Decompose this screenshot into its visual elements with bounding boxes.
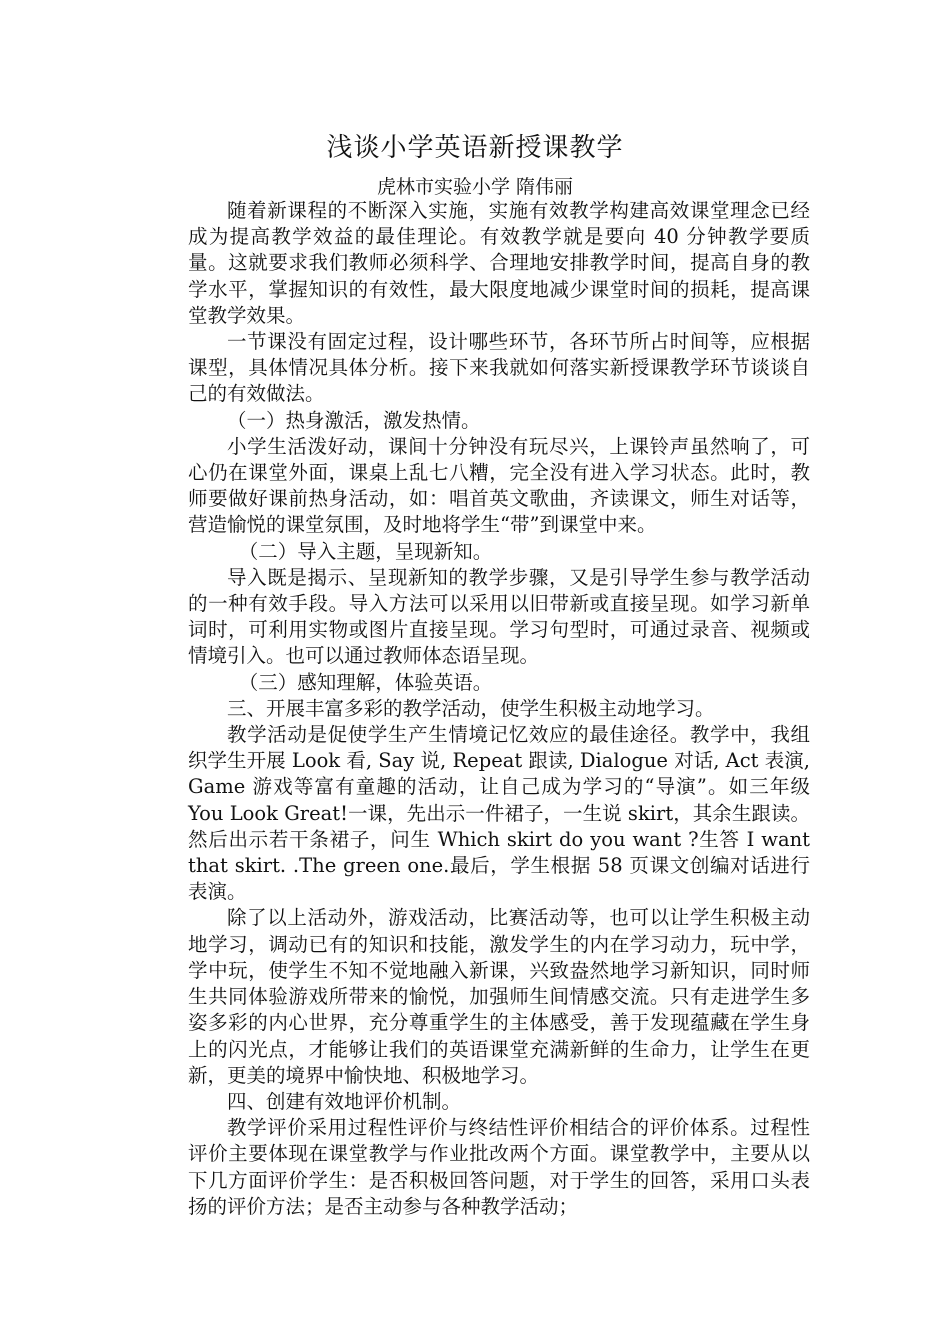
paragraph-evaluation: 教学评价采用过程性评价与终结性评价相结合的评价体系。过程性评价主要体现在课堂教学与作业批改两个方面。课堂教学中，主要从以下几方面评价学生：是否积极回答问题，对于学生的回答，采用口头表扬的评价方法；是否主动参与各种教学活动； xyxy=(188,1116,810,1218)
document-title: 浅谈小学英语新授课教学 xyxy=(326,133,624,163)
section-heading-introduce: （二）导入主题，呈现新知。 xyxy=(238,539,493,563)
paragraph-intro: 随着新课程的不断深入实施，实施有效教学构建高效课堂理念已经成为提高教学效益的最佳理论。有效教学就是要向 40 分钟教学要质量。这就要求我们教师必须科学、合理地安排教学时间，提高自身的教学水平，掌握知识的有效性，最大限度地减少课堂时间的损耗，提高课堂教学效果。 xyxy=(188,199,810,327)
section-heading-perceive: （三）感知理解，体验英语。 xyxy=(238,670,493,694)
section-heading-evaluation: 四、创建有效地评价机制。 xyxy=(227,1089,462,1113)
paragraph-games: 除了以上活动外，游戏活动，比赛活动等，也可以让学生积极主动地学习，调动已有的知识和技能，激发学生的内在学习动力，玩中学，学中玩，使学生不知不觉地融入新课，兴致盎然地学习新知识，同时师生共同体验游戏所带来的愉悦，加强师生间情感交流。只有走进学生多姿多彩的内心世界，充分尊重学生的主体感受，善于发现蕴藏在学生身上的闪光点，才能够让我们的英语课堂充满新鲜的生命力，让学生在更新，更美的境界中愉快地、积极地学习。 xyxy=(188,906,810,1087)
paragraph-introduce: 导入既是揭示、呈现新知的教学步骤，又是引导学生参与教学活动的一种有效手段。导入方法可以采用以旧带新或直接呈现。如学习新单词时，可利用实物或图片直接呈现。学习句型时，可通过录音、视频或情境引入。也可以通过教师体态语呈现。 xyxy=(188,565,810,668)
section-heading-activities: 三、开展丰富多彩的教学活动，使学生积极主动地学习。 xyxy=(227,696,715,720)
document-body xyxy=(188,198,810,1220)
section-heading-warmup: （一）热身激活，激发热情。 xyxy=(227,408,481,432)
author-line: 虎林市实验小学 隋伟丽 xyxy=(376,176,574,198)
paragraph-warmup: 小学生活泼好动，课间十分钟没有玩尽兴，上课铃声虽然响了，可心仍在课堂外面，课桌上乱七八糟，完全没有进入学习状态。此时，教师要做好课前热身活动，如：唱首英文歌曲，齐读课文，师生对话等，营造愉悦的课堂氛围，及时地将学生“带”到课堂中来。 xyxy=(188,434,810,537)
paragraph-activities: 教学活动是促使学生产生情境记忆效应的最佳途径。教学中，我组织学生开展 Look 看, Say 说, Repeat 跟读, Dialogue 对话, Act 表演, Game 游戏等富有童趣的活动，让自己成为学习的“导演”。如三年级 You Look Great!一课，先出示一件裙子，一生说 skirt，其余生跟读。然后出示若干条裙子，问生 Which skirt do you want ?生答 I want that skirt. .The green one.最后，学生根据 58 页课文创编对话进行表演。 xyxy=(188,723,810,904)
paragraph-process: 一节课没有固定过程，设计哪些环节，各环节所占时间等，应根据课型，具体情况具体分析。接下来我就如何落实新授课教学环节谈谈自己的有效做法。 xyxy=(188,330,810,406)
